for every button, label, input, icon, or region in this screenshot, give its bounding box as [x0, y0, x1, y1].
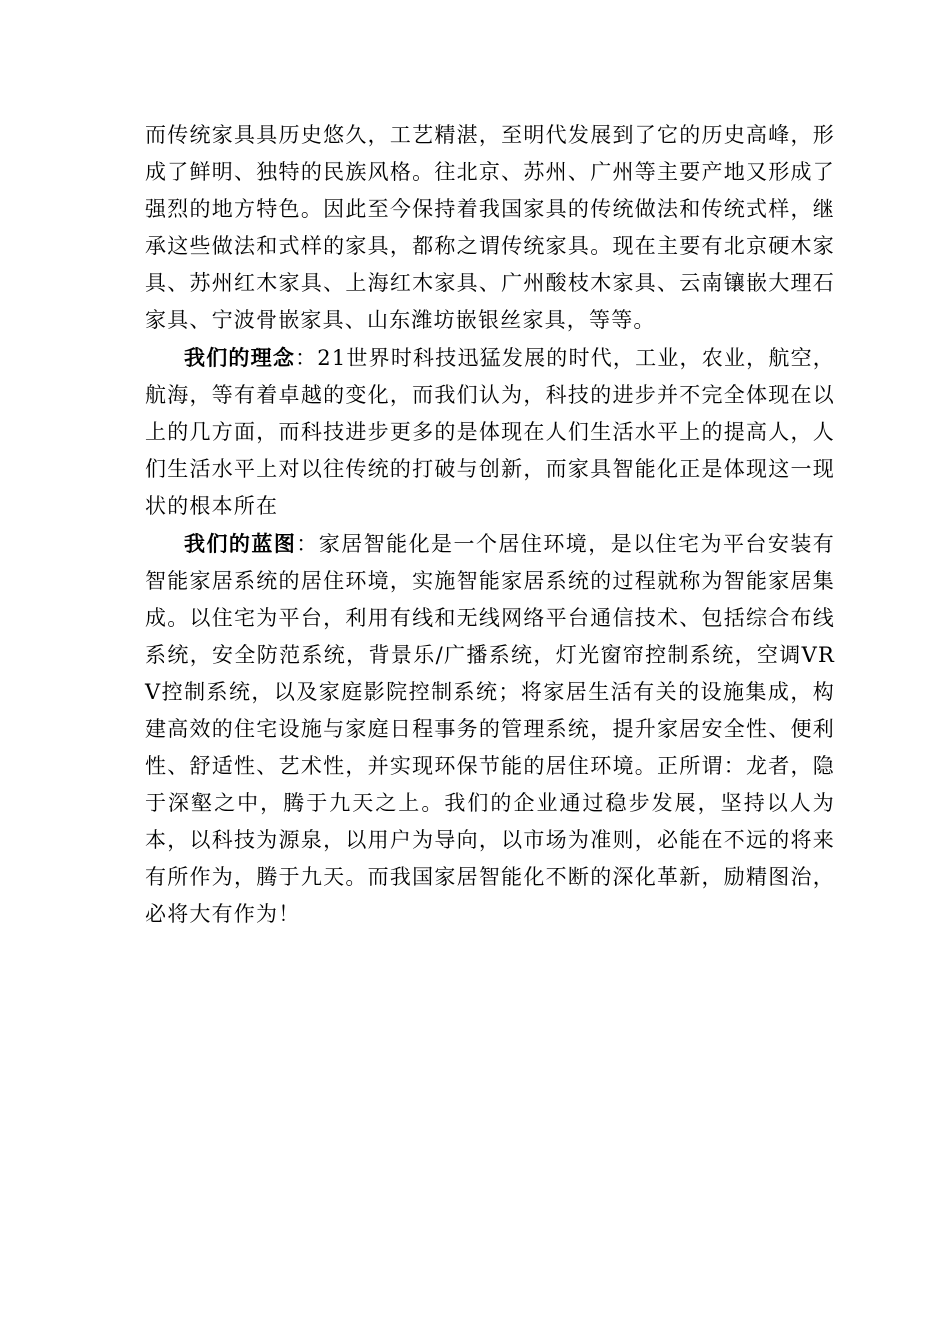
- document-body: [145, 117, 835, 933]
- paragraph-heading: 我们的蓝图: [184, 531, 297, 556]
- paragraph-text: ：21世界时科技迅猛发展的时代，工业，农业，航空，航海，等有着卓越的变化，而我们认为，科技的进步并不完全体现在以上的几方面，而科技进步更多的是体现在人们生活水平上的提高人，人们生活水平上对以往传统的打破与创新，而家具智能化正是体现这一现状的根本所在: [145, 346, 836, 518]
- paragraph-traditional-furniture: [145, 117, 835, 339]
- paragraph-our-philosophy: [145, 339, 835, 525]
- paragraph-text: 而传统家具具历史悠久，工艺精湛，至明代发展到了它的历史高峰，形成了鲜明、独特的民族风格。往北京、苏州、广州等主要产地又形成了强烈的地方特色。因此至今保持着我国家具的传统做法和传统式样，继承这些做法和式样的家具，都称之谓传统家具。现在主要有北京硬木家具、苏州红木家具、上海红木家具、广州酸枝木家具、云南镶嵌大理石家具、宁波骨嵌家具、山东潍坊嵌银丝家具，等等。: [145, 123, 835, 332]
- paragraph-text: ：家居智能化是一个居住环境，是以住宅为平台安装有智能家居系统的居住环境，实施智能家居系统的过程就称为智能家居集成。以住宅为平台，利用有线和无线网络平台通信技术、包括综合布线系统，安全防范系统，背景乐/广播系统，灯光窗帘控制系统，空调VRV控制系统，以及家庭影院控制系统；将家居生活有关的设施集成，构建高效的住宅设施与家庭日程事务的管理系统，提升家居安全性、便利性、舒适性、艺术性，并实现环保节能的居住环境。正所谓：龙者，隐于深壑之中，腾于九天之上。我们的企业通过稳步发展，坚持以人为本，以科技为源泉，以用户为导向，以市场为准则，必能在不远的将来有所作为，腾于九天。而我国家居智能化不断的深化革新，励精图治，必将大有作为！: [145, 532, 835, 926]
- paragraph-our-blueprint: [145, 525, 835, 933]
- paragraph-heading: 我们的理念: [184, 345, 296, 370]
